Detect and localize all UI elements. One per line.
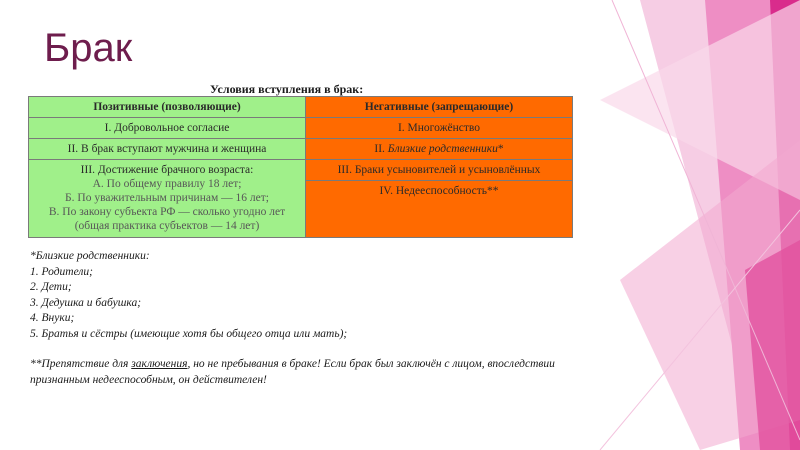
negative-cell-4: IV. Недееспособность** [306,181,573,238]
table-row [29,118,573,139]
table-title: Условия вступления в брак: [210,82,364,96]
footnotes [30,249,590,388]
positive-cell-2: II. В брак вступают мужчина и женщина [29,139,306,160]
age-title: III. Достижение брачного возраста: [80,164,254,176]
list-item: 4. Внуки; [30,312,75,324]
list-item: 2. Дети; [30,281,72,293]
marriage-conditions-table [28,96,573,238]
negative-cell-2-italic: Близкие родственники [387,143,498,155]
list-item: 1. Родители; [30,265,93,278]
positive-cell-1: I. Добровольное согласие [29,118,306,139]
page-title: Брак [44,26,133,70]
incapacity-footnote [30,357,590,388]
list-item: 5. Братья и сёстры (имеющие хотя бы общего отца или мать); [30,327,348,340]
relatives-heading: *Близкие родственники: [30,250,150,262]
negative-cell-2-prefix: II. [374,143,388,155]
positive-cell-age [29,160,306,238]
age-rule-a: А. По общему правилу 18 лет; [92,178,242,190]
table-row [29,160,573,181]
footnote-post: , но не пребывания в браке! Если брак был заключён с лицом, впоследствии признанным недееспособным, он действителен! [30,358,555,386]
negative-cell-2 [306,139,573,160]
list-item: 3. Дедушка и бабушка; [30,296,142,309]
negative-cell-3: III. Браки усыновителей и усыновлённых [306,160,573,181]
header-positive: Позитивные (позволяющие) [29,97,306,118]
footnote-underlined: заключения [131,358,188,370]
table-row [29,139,573,160]
negative-cell-2-suffix: * [497,143,504,155]
age-rule-b: Б. По уважительным причинам — 16 лет; [65,192,269,204]
negative-cell-1: I. Многожёнство [306,118,573,139]
header-negative: Негативные (запрещающие) [306,97,573,118]
footnote-pre: **Препятствие для [30,358,132,370]
table-header-row [29,97,573,118]
spacer [30,342,590,357]
age-rule-c: В. По закону субъекта РФ — сколько угодно лет (общая практика субъектов — 14 лет) [48,206,286,232]
